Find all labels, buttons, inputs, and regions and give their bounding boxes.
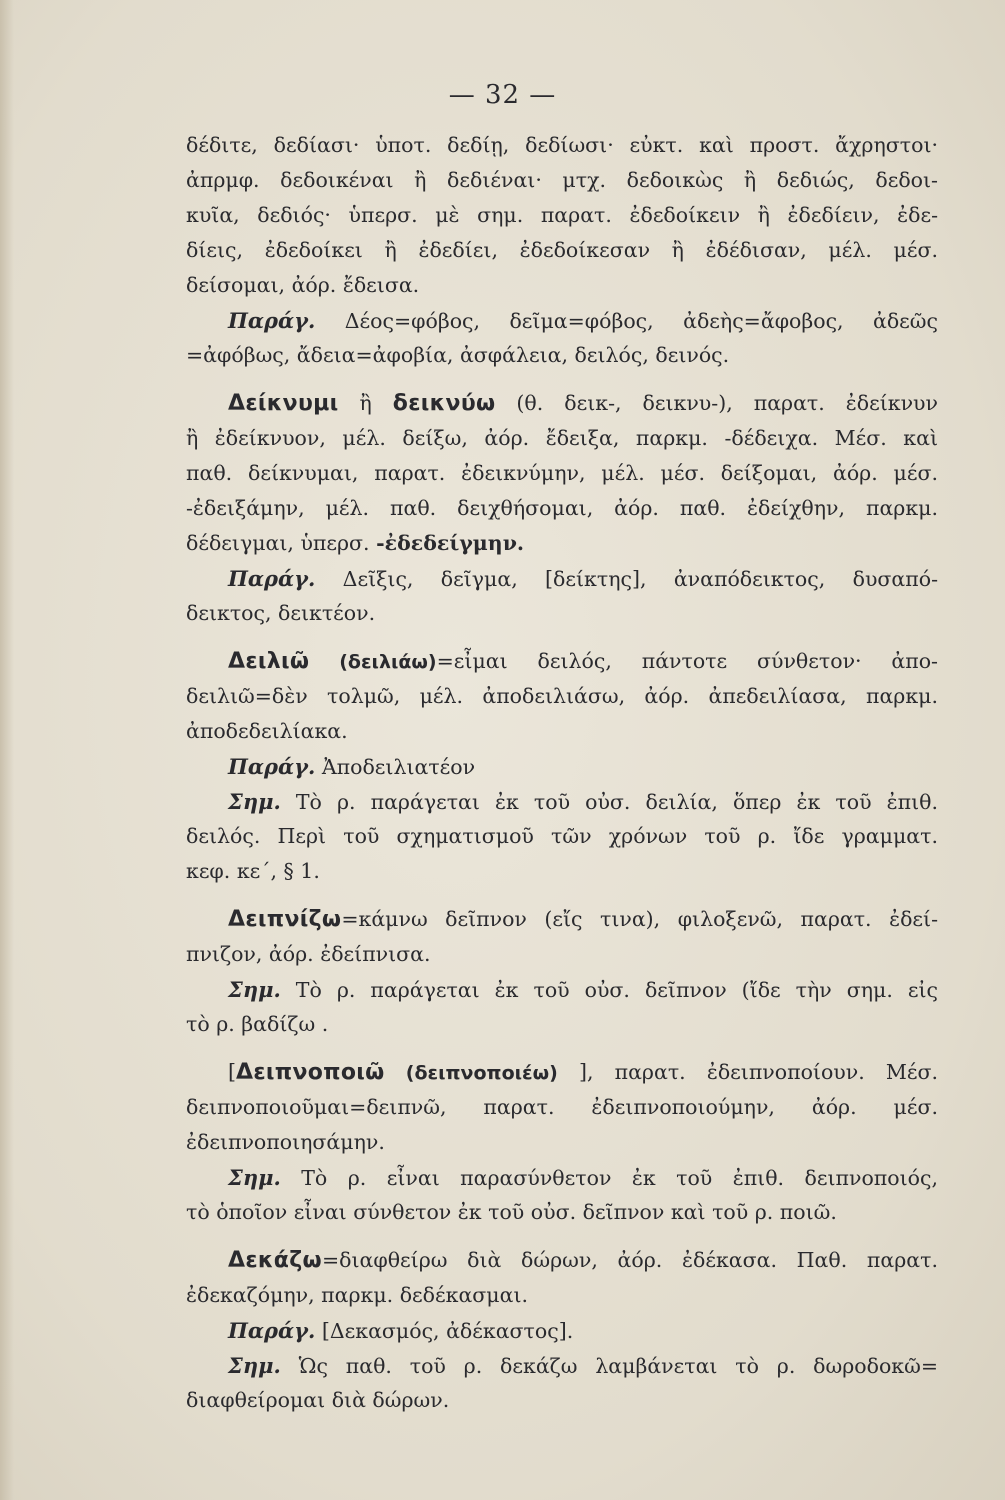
- text-line: κεφ. κε΄, § 1.: [186, 859, 320, 883]
- text-line: δέδιτε, δεδίασι· ὑποτ. δεδίῃ, δεδίωσι· εὐκτ. καὶ προστ. ἄχρηστοι·: [186, 133, 938, 157]
- entry-headword: Δείκνυμι: [228, 391, 339, 416]
- entry-headword-line: [Δειπνοποιῶ (δειπνοποιέω) ], παρατ. ἐδειπνοποίουν. Μέσ.: [228, 1060, 938, 1085]
- text-line: δεικτος, δεικτέον.: [186, 601, 376, 625]
- text-line: δείσομαι, ἀόρ. ἔδεισα.: [186, 273, 420, 297]
- page-spine-shadow: [0, 0, 14, 1500]
- note-label: Σημ.: [228, 1165, 281, 1190]
- entry-headword-line: Δειπνίζω=κάμνω δεῖπνον (εἴς τινα), φιλοξενῶ, παρατ. ἐδεί-: [228, 907, 938, 932]
- text-line: ἀπρμφ. δεδοικέναι ἢ δεδιέναι· μτχ. δεδοικὼς ἢ δεδιώς, δεδοι-: [186, 168, 938, 192]
- text-line: δειπνοποιοῦμαι=δειπνῶ, παρατ. ἐδειπνοποιούμην, ἀόρ. μέσ.: [186, 1095, 938, 1119]
- dictionary-text: [186, 128, 938, 1418]
- note-line: Σημ. Τὸ ρ. παράγεται ἐκ τοῦ οὐσ. δειλία, ὅπερ ἐκ τοῦ ἐπιθ.: [228, 789, 938, 814]
- text-line: τὸ ρ. βαδίζω .: [186, 1012, 329, 1036]
- derivatives-label: Παράγ.: [228, 308, 316, 333]
- entry-headword: Δεκάζω: [228, 1248, 322, 1273]
- text-line: τὸ ὁποῖον εἶναι σύνθετον ἐκ τοῦ οὐσ. δεῖπνον καὶ τοῦ ρ. ποιῶ.: [186, 1200, 837, 1224]
- derivatives-line: Παράγ. Ἀποδειλιατέον: [228, 754, 476, 779]
- note-line: Σημ. Τὸ ρ. εἶναι παρασύνθετον ἐκ τοῦ ἐπιθ. δειπνοποιός,: [228, 1165, 938, 1190]
- text-line: =ἀφόβως, ἄδεια=ἀφοβία, ἀσφάλεια, δειλός, δεινός.: [186, 343, 730, 367]
- text-line: -ἐδειξάμην, μέλ. παθ. δειχθήσομαι, ἀόρ. παθ. ἐδείχθην, παρκμ.: [186, 496, 938, 520]
- text-line: διαφθείρομαι διὰ δώρων.: [186, 1388, 450, 1412]
- text-line: πνιζον, ἀόρ. ἐδείπνισα.: [186, 942, 431, 966]
- derivatives-label: Παράγ.: [228, 754, 316, 779]
- text-line: ἢ ἐδείκνυον, μέλ. δείξω, ἀόρ. ἔδειξα, παρκμ. -δέδειχα. Μέσ. καὶ: [186, 426, 938, 450]
- entry-headword-alt: δεικνύω: [392, 391, 496, 416]
- page-number: — 32 —: [448, 80, 557, 110]
- entry-headword: Δειπνοποιῶ: [236, 1060, 385, 1085]
- text-line: δέδειγμαι, ὑπερσ. -ἐδεδείγμην.: [186, 531, 525, 555]
- entry-headword: Δειλιῶ: [228, 649, 310, 674]
- entry-headword-line: Δειλιῶ (δειλιάω)=εἶμαι δειλός, πάντοτε σύνθετον· ἀπο-: [228, 649, 938, 674]
- text-line: δειλιῶ=δὲν τολμῶ, μέλ. ἀποδειλιάσω, ἀόρ. ἀπεδειλίασα, παρκμ.: [186, 684, 938, 708]
- text-line: παθ. δείκνυμαι, παρατ. ἐδεικνύμην, μέλ. μέσ. δείξομαι, ἀόρ. μέσ.: [186, 461, 938, 485]
- derivatives-line: Παράγ. Δεῖξις, δεῖγμα, [δείκτης], ἀναπόδεικτος, δυσαπό-: [228, 566, 938, 591]
- text-line: ἐδεκαζόμην, παρκμ. δεδέκασμαι.: [186, 1283, 529, 1307]
- derivatives-line: Παράγ. Δέος=φόβος, δεῖμα=φόβος, ἀδεὴς=ἄφοβος, ἀδεῶς: [228, 308, 938, 333]
- entry-headword-line: Δείκνυμι ἢ δεικνύω (θ. δεικ-, δεικνυ-), παρατ. ἐδείκνυν: [228, 391, 938, 416]
- note-line: Σημ. Τὸ ρ. παράγεται ἐκ τοῦ οὐσ. δεῖπνον (ἴδε τὴν σημ. εἰς: [228, 977, 938, 1002]
- entry-headword: Δειπνίζω: [228, 907, 342, 932]
- text-line: δίεις, ἐδεδοίκει ἢ ἐδεδίει, ἐδεδοίκεσαν ἢ ἐδέδισαν, μέλ. μέσ.: [186, 238, 938, 262]
- note-label: Σημ.: [228, 977, 281, 1002]
- text-line: δειλός. Περὶ τοῦ σχηματισμοῦ τῶν χρόνων τοῦ ρ. ἴδε γραμματ.: [186, 824, 938, 848]
- note-label: Σημ.: [228, 1353, 281, 1378]
- note-line: Σημ. Ὡς παθ. τοῦ ρ. δεκάζω λαμβάνεται τὸ ρ. δωροδοκῶ=: [228, 1353, 938, 1378]
- note-label: Σημ.: [228, 789, 281, 814]
- derivatives-label: Παράγ.: [228, 566, 316, 591]
- derivatives-line: Παράγ. [Δεκασμός, ἀδέκαστος].: [228, 1318, 574, 1343]
- derivatives-label: Παράγ.: [228, 1318, 316, 1343]
- text-line: κυῖα, δεδιός· ὑπερσ. μὲ σημ. παρατ. ἐδεδοίκειν ἢ ἐδεδίειν, ἐδε-: [186, 203, 938, 227]
- text-line: ἐδειπνοποιησάμην.: [186, 1130, 385, 1154]
- text-line: ἀποδεδειλίακα.: [186, 719, 348, 743]
- entry-headword-line: Δεκάζω=διαφθείρω διὰ δώρων, ἀόρ. ἐδέκασα. Παθ. παρατ.: [228, 1248, 938, 1273]
